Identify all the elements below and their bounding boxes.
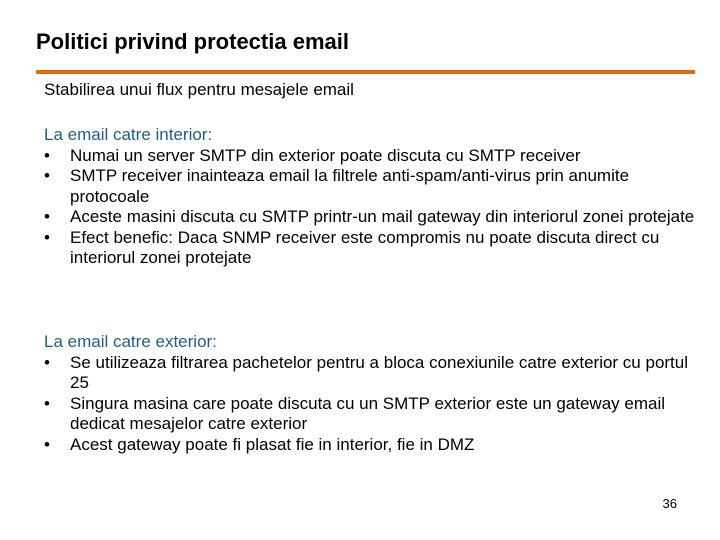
section-heading: La email catre exterior: bbox=[44, 332, 217, 351]
bullet-text: Singura masina care poate discuta cu un SMTP exterior este un gateway email dedicat mesajelor catre exterior bbox=[70, 393, 665, 433]
list-item bbox=[44, 166, 710, 207]
bullet-icon: • bbox=[44, 166, 50, 185]
bullet-icon: • bbox=[44, 207, 50, 226]
bullet-icon: • bbox=[44, 227, 50, 247]
slide-subtitle: Stabilirea unui flux pentru mesajele email bbox=[44, 80, 354, 99]
bullet-icon: • bbox=[44, 393, 50, 413]
bullet-text: Numai un server SMTP din exterior poate discuta cu SMTP receiver bbox=[70, 145, 581, 165]
section-heading: La email catre interior: bbox=[44, 125, 213, 144]
list-item bbox=[44, 435, 710, 456]
bullet-text: Acest gateway poate fi plasat fie in interior, fie in DMZ bbox=[70, 434, 475, 454]
bullet-text: Efect benefic: Daca SNMP receiver este compromis nu poate discuta direct cu interiorul zonei protejate bbox=[70, 227, 660, 267]
list-item bbox=[44, 394, 710, 435]
bullet-text: SMTP receiver inainteaza email la filtrele anti-spam/anti-virus prin anumite protocoale bbox=[70, 166, 630, 206]
bullet-icon: • bbox=[44, 145, 50, 165]
bullet-icon: • bbox=[44, 352, 50, 372]
list-item bbox=[44, 146, 710, 167]
list-item bbox=[44, 207, 710, 228]
section-inbound-email bbox=[44, 125, 710, 269]
bullet-list bbox=[44, 146, 710, 269]
list-item bbox=[44, 228, 710, 269]
bullet-text: Se utilizeaza filtrarea pachetelor pentru a bloca conexiunile catre exterior cu portul 25 bbox=[70, 352, 689, 392]
bullet-text: Aceste masini discuta cu SMTP printr-un mail gateway din interiorul zonei protejate bbox=[70, 207, 695, 226]
list-item bbox=[44, 353, 710, 394]
slide-title: Politici privind protectia email bbox=[36, 29, 349, 54]
bullet-list bbox=[44, 353, 710, 456]
title-underline bbox=[36, 70, 695, 74]
bullet-icon: • bbox=[44, 434, 50, 454]
section-outbound-email bbox=[44, 332, 710, 455]
page-number: 36 bbox=[662, 496, 677, 511]
